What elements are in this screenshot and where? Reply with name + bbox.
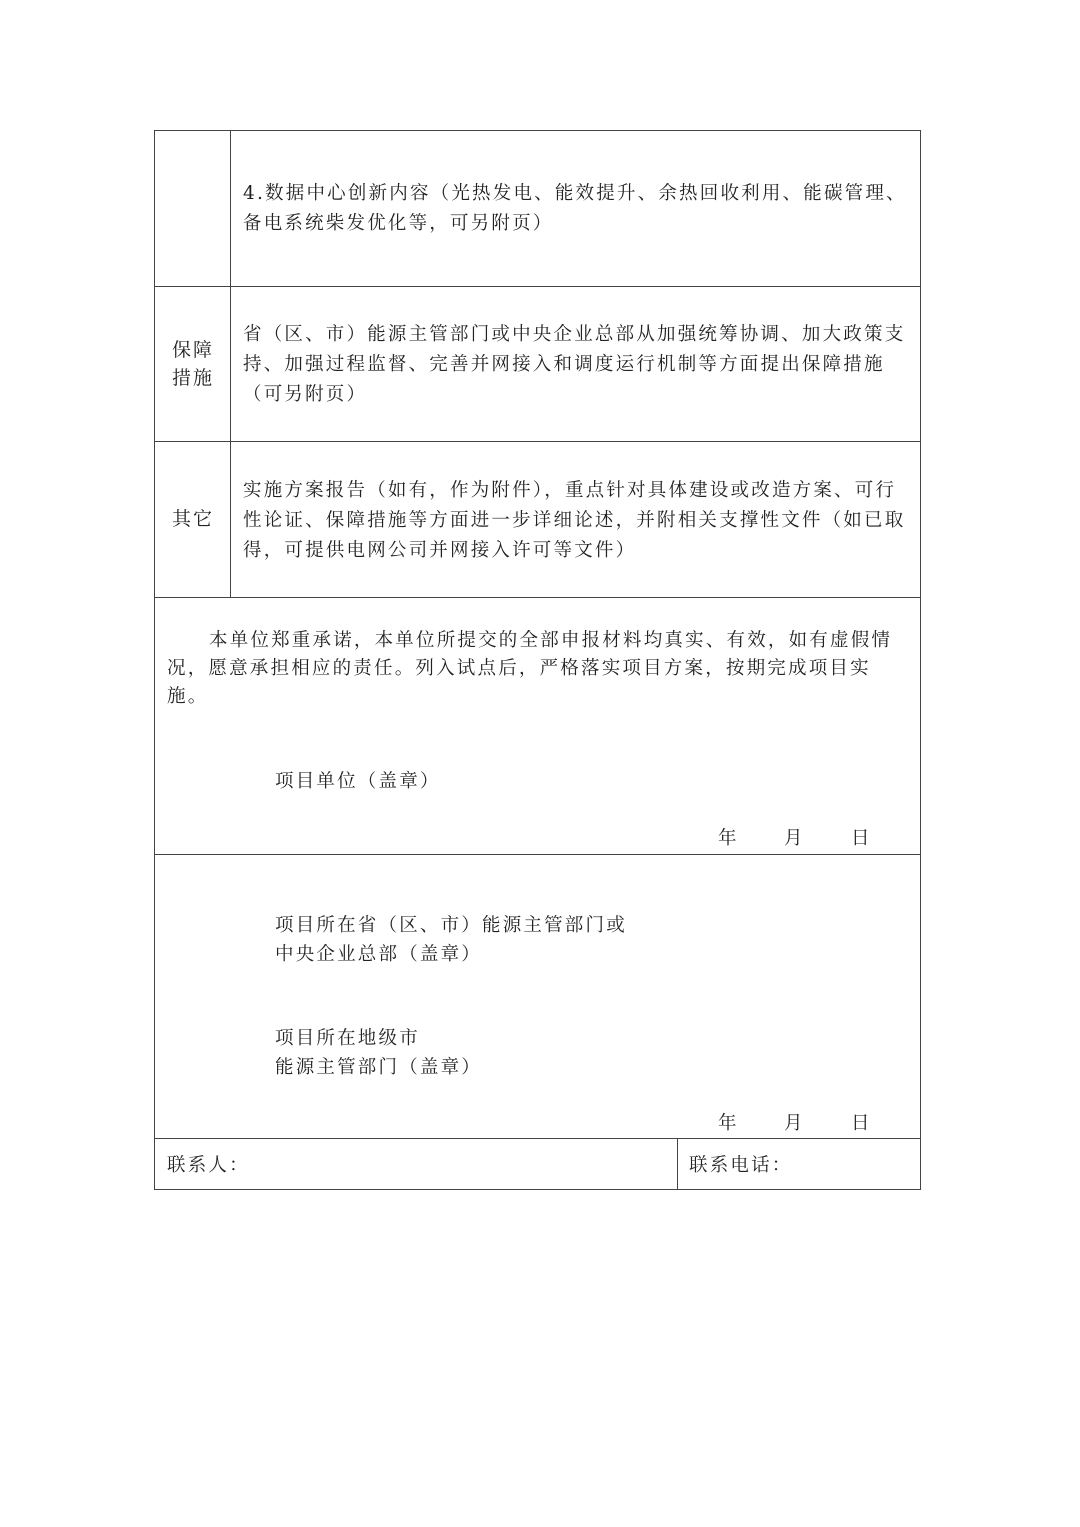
- city-authority-line1: 项目所在地级市: [275, 1028, 420, 1049]
- project-unit-seal-label: 项目单位（盖章）: [275, 771, 441, 792]
- row-divider-2: [155, 441, 920, 442]
- provincial-authority-line2: 中央企业总部（盖章）: [275, 944, 483, 965]
- pledge-text: 本单位郑重承诺，本单位所提交的全部申报材料均真实、有效，如有虚假情况，愿意承担相应的责任。列入试点后，严格落实项目方案，按期完成项目实施。: [167, 630, 893, 707]
- pledge-date-year: 年: [718, 828, 737, 849]
- safeguards-content: 省（区、市）能源主管部门或中央企业总部从加强统筹协调、加大政策支持、加强过程监督、完善并网接入和调度运行机制等方面提出保障措施（可另附页）: [243, 324, 906, 405]
- row-divider-5: [155, 1138, 920, 1139]
- other-content: 实施方案报告（如有，作为附件），重点针对具体建设或改造方案、可行性论证、保障措施等方面进一步详细论述，并附相关支撑性文件（如已取得，可提供电网公司并网接入许可等文件）: [243, 480, 906, 561]
- safeguards-label-line1: 保障: [171, 338, 214, 361]
- contact-phone-label: 联系电话：: [689, 1155, 793, 1176]
- innovation-content: 4.数据中心创新内容（光热发电、能效提升、余热回收利用、能碳管理、备电系统柴发优化等，可另附页）: [243, 183, 907, 234]
- row-divider-3: [155, 597, 920, 598]
- row-divider-4: [155, 854, 920, 855]
- other-label: 其它: [171, 508, 214, 530]
- approval-date-day: 日: [851, 1113, 870, 1134]
- city-authority-line2: 能源主管部门（盖章）: [275, 1057, 483, 1078]
- contact-column-divider: [677, 1138, 678, 1190]
- pledge-date-day: 日: [851, 828, 870, 849]
- contact-person-label: 联系人：: [167, 1155, 250, 1176]
- approval-date-month: 月: [784, 1113, 803, 1134]
- row-divider-1: [155, 286, 920, 287]
- provincial-authority-line1: 项目所在省（区、市）能源主管部门或: [275, 915, 627, 936]
- safeguards-label: [155, 286, 231, 441]
- pledge-date-month: 月: [784, 828, 803, 849]
- application-form-table: [154, 130, 921, 1190]
- safeguards-label-line2: 措施: [171, 366, 214, 389]
- approval-date-year: 年: [718, 1113, 737, 1134]
